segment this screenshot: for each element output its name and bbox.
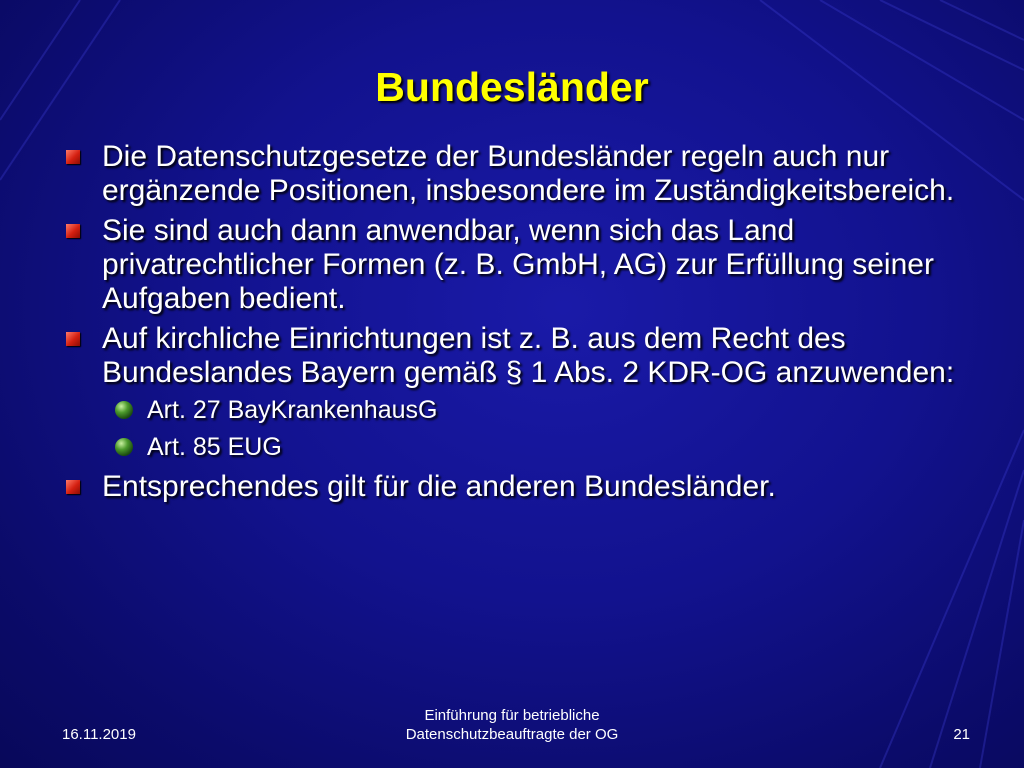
footer-title-line: Datenschutzbeauftragte der OG <box>405 726 619 743</box>
bullet-text: Die Datenschutzgesetze der Bundesländer regeln auch nur ergänzende Positionen, insbesondere im Zuständigkeitsbereich. <box>102 140 955 207</box>
sub-bullet-text: Art. 27 BayKrankenhausG <box>147 396 438 424</box>
square-bullet-icon <box>66 332 80 346</box>
sub-bullet-text: Art. 85 EUG <box>147 433 282 461</box>
slide-title: Bundesländer <box>375 64 649 110</box>
sub-bullet-list <box>102 396 962 462</box>
footer-title <box>362 706 662 744</box>
square-bullet-icon <box>66 224 80 238</box>
bullet-text: Entsprechendes gilt für die anderen Bundesländer. <box>102 470 776 503</box>
bullet-item <box>62 470 962 504</box>
green-ball-bullet-icon <box>114 400 134 420</box>
sub-bullet-item <box>102 433 962 462</box>
bullet-item <box>62 322 962 462</box>
square-bullet-icon <box>66 480 80 494</box>
footer-title-line: Einführung für betriebliche <box>424 707 600 724</box>
footer-date: 16.11.2019 <box>62 726 136 743</box>
sub-bullet-item <box>102 396 962 425</box>
green-ball-bullet-icon <box>114 437 134 457</box>
bullet-item <box>62 214 962 316</box>
bullet-text: Auf kirchliche Einrichtungen ist z. B. aus dem Recht des Bundeslandes Bayern gemäß § 1 Abs. 2 KDR-OG anzuwenden: <box>102 322 955 389</box>
bullet-list <box>62 140 962 510</box>
bullet-item <box>62 140 962 208</box>
bullet-text: Sie sind auch dann anwendbar, wenn sich das Land privatrechtlicher Formen (z. B. GmbH, AG) zur Erfüllung seiner Aufgaben bedient. <box>102 214 934 315</box>
page-number: 21 <box>953 726 970 743</box>
square-bullet-icon <box>66 150 80 164</box>
